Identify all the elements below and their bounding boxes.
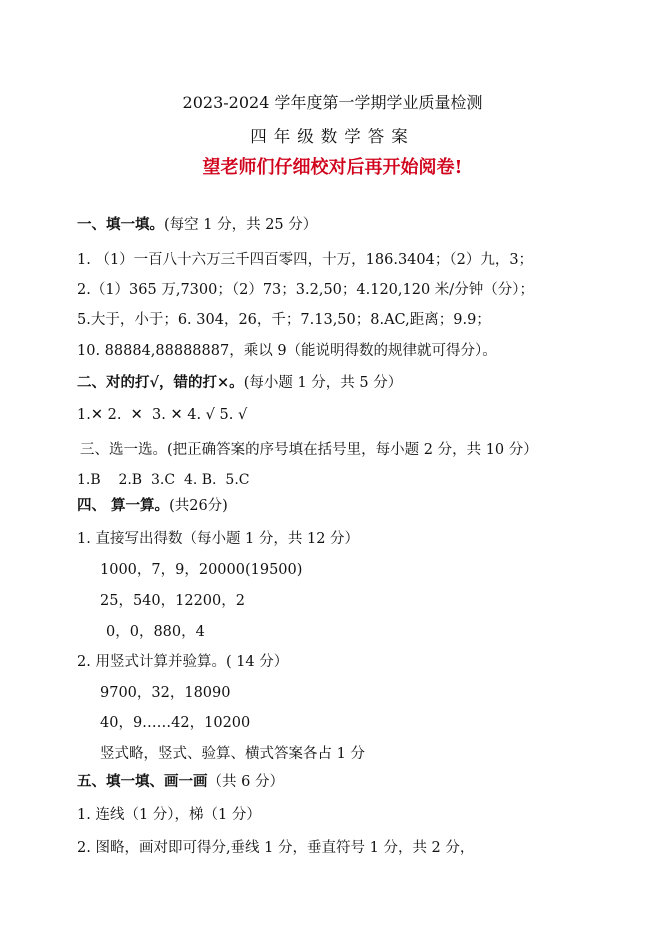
section4-q2-line-3: 竖式略，竖式、验算、横式答案各占 1 分 <box>100 746 365 762</box>
section4-q1-line-2: 25，540，12200，2 <box>100 593 245 609</box>
section4-q2-line-2: 40，9……42，10200 <box>100 715 251 731</box>
section5-line-2: 2. 图略，画对即可得分,垂线 1 分，垂直符号 1 分，共 2 分， <box>77 840 475 856</box>
section4-heading-label: 四、 算一算。 <box>77 497 170 514</box>
section3-heading: 三、选一选。(把正确答案的序号填在括号里，每小题 2 分，共 10 分） <box>80 442 538 458</box>
section1-heading-label: 一、填一填。 <box>77 216 164 233</box>
section1-line-3: 5.大于，小于；6. 304，26，千；7.13,50；8.AC,距离；9.9； <box>77 312 491 328</box>
answer-subtitle: 四年级数学答案 <box>250 127 415 146</box>
section1-line-2: 2.（1）365 万,7300；（2）73；3.2,50；4.120,120 米/分钟（分）； <box>77 282 534 298</box>
section2-answers: 1.✕ 2. ✕ 3. ✕ 4. √ 5. √ <box>77 407 248 423</box>
section1-line-4: 10. 88884,88888887，乘以 9（能说明得数的规律就可得分）。 <box>77 343 497 359</box>
section4-heading <box>77 496 228 516</box>
section2-heading <box>77 373 402 393</box>
section4-q1-line-1: 1000，7，9，20000(19500) <box>100 562 303 578</box>
section4-q2-line-1: 9700，32，18090 <box>100 685 231 701</box>
section4-q1-line-3: 0，0，880，4 <box>106 624 205 640</box>
section4-q1-title: 1. 直接写出得数（每小题 1 分，共 12 分） <box>77 531 360 547</box>
section4-heading-note: (共26分) <box>169 498 228 514</box>
section5-heading <box>77 772 284 792</box>
section2-heading-note: (每小题 1 分，共 5 分） <box>243 375 403 391</box>
section5-heading-label: 五、填一填、画一画 <box>77 773 208 790</box>
section5-heading-note: （共 6 分） <box>207 774 284 790</box>
exam-title: 2023-2024 学年度第一学期学业质量检测 <box>182 93 483 112</box>
section1-heading <box>77 215 317 235</box>
section1-line-1: 1. （1）一百八十六万三千四百零四，十万，186.3404；（2）九，3； <box>77 252 534 268</box>
notice-banner: 望老师们仔细校对后再开始阅卷! <box>202 157 463 178</box>
section1-heading-note: (每空 1 分，共 25 分） <box>164 217 318 233</box>
section2-heading-label: 二、对的打√，错的打×。 <box>77 374 244 391</box>
section4-q2-title: 2. 用竖式计算并验算。( 14 分） <box>77 654 289 670</box>
section3-answers: 1.B 2.B 3.C 4. B. 5.C <box>77 472 250 488</box>
section5-line-1: 1. 连线（1 分），梯（1 分） <box>77 807 261 823</box>
